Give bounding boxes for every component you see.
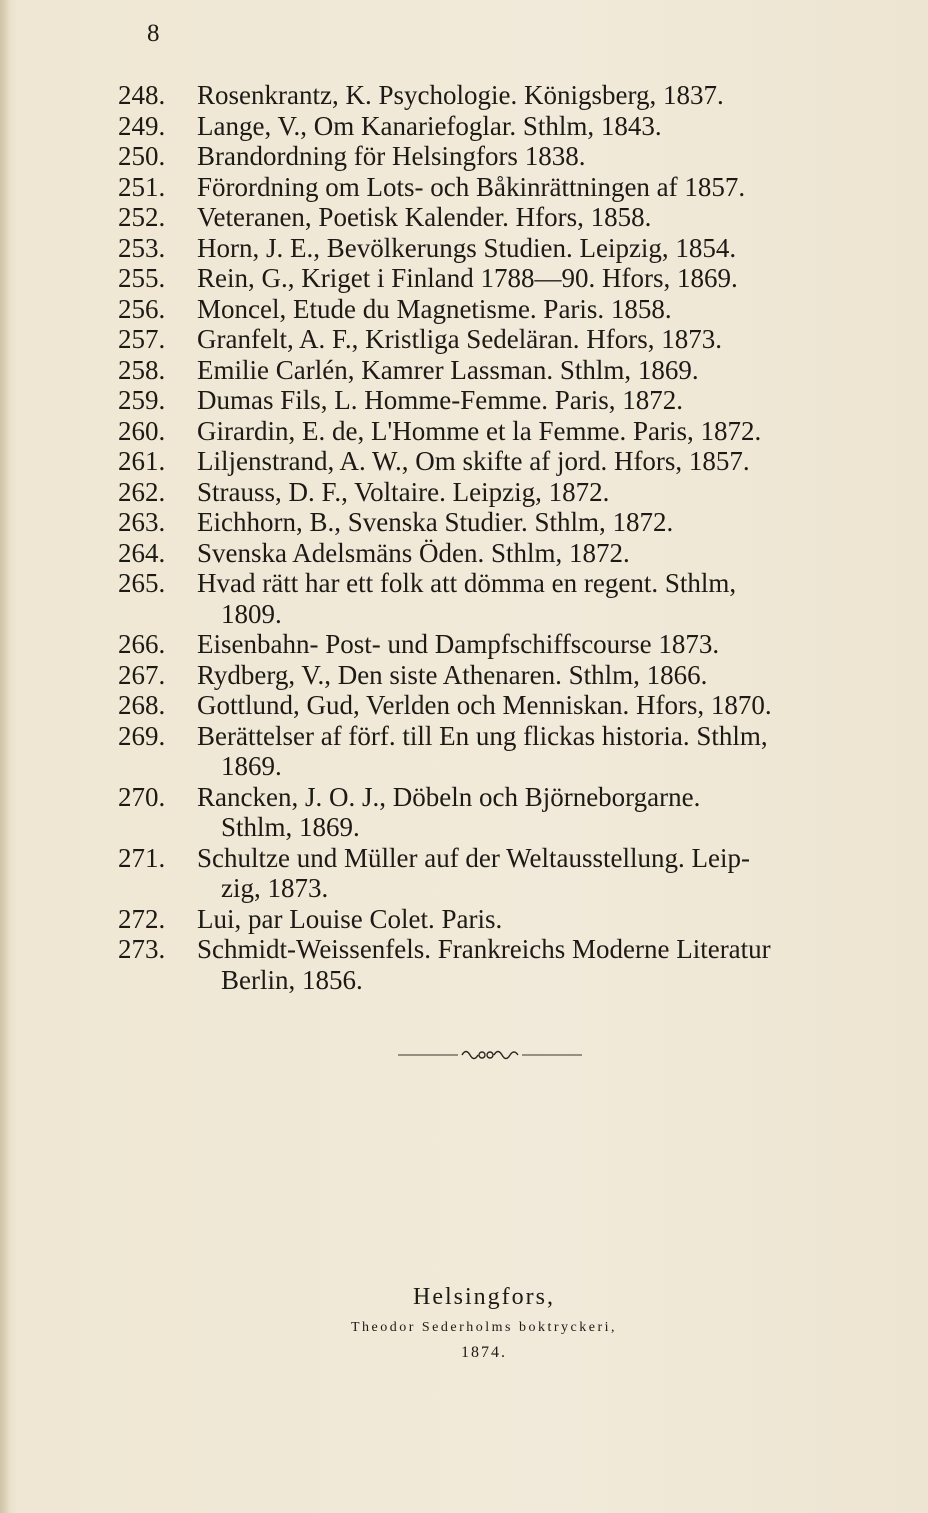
entry-text bbox=[197, 202, 863, 233]
entry-text bbox=[197, 507, 863, 538]
entry-title: Förordning om Lots- och Båkinrättningen af 1857. bbox=[197, 171, 746, 202]
entry-text bbox=[197, 934, 863, 995]
entry-number: 266. bbox=[118, 629, 166, 659]
entry-number: 250. bbox=[118, 141, 166, 171]
entry-number: 269. bbox=[118, 720, 166, 751]
entry-title: Liljenstrand, A. W., Om skifte af jord. Hfors, 1857. bbox=[197, 446, 750, 476]
entry-title: Rancken, J. O. J., Döbeln och Björneborgarne. bbox=[197, 781, 701, 812]
entry-number: 256. bbox=[118, 293, 166, 324]
entry-title: Lange, V., Om Kanariefoglar. Sthlm, 1843. bbox=[197, 110, 662, 141]
entry-number: 272. bbox=[118, 903, 166, 934]
entry-title: Horn, J. E., Bevölkerungs Studien. Leipzig, 1854. bbox=[197, 232, 737, 263]
catalogue-entry bbox=[0, 172, 928, 203]
catalogue-entry bbox=[0, 568, 928, 629]
entry-text bbox=[197, 141, 863, 172]
catalogue-entry bbox=[0, 629, 928, 660]
entry-text bbox=[197, 80, 863, 111]
catalogue-entry bbox=[0, 80, 928, 111]
catalogue-entry bbox=[0, 141, 928, 172]
entry-number: 248. bbox=[118, 80, 166, 110]
catalogue-entry bbox=[0, 843, 928, 904]
entry-text bbox=[197, 263, 863, 294]
entry-text bbox=[197, 385, 863, 416]
entry-text bbox=[197, 843, 863, 904]
entry-text bbox=[197, 111, 863, 142]
entry-text bbox=[197, 782, 863, 843]
entry-number: 263. bbox=[118, 507, 166, 537]
entry-title: Rydberg, V., Den siste Athenaren. Sthlm, 1866. bbox=[197, 659, 708, 690]
entry-number: 264. bbox=[118, 537, 166, 568]
entry-title: Svenska Adelsmäns Öden. Sthlm, 1872. bbox=[197, 537, 630, 568]
catalogue-entry bbox=[0, 294, 928, 325]
catalogue-entry bbox=[0, 721, 928, 782]
catalogue-entry bbox=[0, 934, 928, 995]
entry-text bbox=[197, 660, 863, 691]
catalogue-entries bbox=[0, 80, 928, 995]
catalogue-entry bbox=[0, 233, 928, 264]
entry-title: Rein, G., Kriget i Finland 1788—90. Hfors, 1869. bbox=[197, 263, 738, 293]
catalogue-entry bbox=[0, 690, 928, 721]
entry-number: 271. bbox=[118, 842, 166, 873]
entry-number: 273. bbox=[118, 934, 166, 964]
entry-title: Dumas Fils, L. Homme-Femme. Paris, 1872. bbox=[197, 385, 683, 415]
entry-continuation: zig, 1873. bbox=[221, 873, 329, 903]
entry-title: Girardin, E. de, L'Homme et la Femme. Paris, 1872. bbox=[197, 415, 762, 446]
entry-title: Schmidt-Weissenfels. Frankreichs Moderne Literatur bbox=[197, 934, 771, 964]
catalogue-entry bbox=[0, 111, 928, 142]
entry-text bbox=[197, 446, 863, 477]
imprint-printer: Theodor Sederholms boktryckeri, bbox=[350, 1320, 618, 1335]
catalogue-entry bbox=[0, 538, 928, 569]
entry-text bbox=[197, 172, 863, 203]
catalogue-entry bbox=[0, 904, 928, 935]
entry-number: 249. bbox=[118, 110, 166, 141]
catalogue-entry bbox=[0, 324, 928, 355]
entry-number: 252. bbox=[118, 202, 166, 232]
entry-title: Granfelt, A. F., Kristliga Sedeläran. Hfors, 1873. bbox=[197, 324, 722, 354]
entry-title: Moncel, Etude du Magnetisme. Paris. 1858. bbox=[197, 293, 672, 324]
entry-title: Eisenbahn- Post- und Dampfschiffscourse 1873. bbox=[197, 629, 720, 659]
entry-text bbox=[197, 568, 863, 629]
catalogue-entry bbox=[0, 202, 928, 233]
entry-text bbox=[197, 477, 863, 508]
catalogue-entry bbox=[0, 385, 928, 416]
catalogue-entry bbox=[0, 507, 928, 538]
entry-title: Lui, par Louise Colet. Paris. bbox=[197, 903, 503, 934]
entry-title: Gottlund, Gud, Verlden och Menniskan. Hfors, 1870. bbox=[197, 690, 772, 720]
entry-title: Berättelser af förf. till En ung flickas historia. Sthlm, bbox=[197, 720, 768, 751]
entry-number: 255. bbox=[118, 263, 166, 293]
entry-title: Strauss, D. F., Voltaire. Leipzig, 1872. bbox=[197, 476, 610, 507]
entry-number: 268. bbox=[118, 690, 166, 720]
entry-number: 261. bbox=[118, 446, 166, 476]
entry-continuation: 1809. bbox=[221, 598, 282, 629]
entry-text bbox=[197, 294, 863, 325]
entry-text bbox=[197, 721, 863, 782]
ornament-flourish-icon bbox=[462, 1052, 518, 1059]
catalogue-entry bbox=[0, 477, 928, 508]
entry-text bbox=[197, 355, 863, 386]
entry-title: Veteranen, Poetisk Kalender. Hfors, 1858. bbox=[197, 202, 652, 232]
ornament-divider bbox=[0, 1043, 928, 1067]
entry-text bbox=[197, 324, 863, 355]
entry-text bbox=[197, 416, 863, 447]
catalogue-entry bbox=[0, 660, 928, 691]
entry-title: Schultze und Müller auf der Weltausstellung. Leip- bbox=[197, 842, 750, 873]
imprint-year: 1874. bbox=[461, 1344, 507, 1361]
page-number: 8 bbox=[147, 20, 160, 47]
entry-title: Rosenkrantz, K. Psychologie. Königsberg, 1837. bbox=[197, 80, 724, 110]
entry-title: Hvad rätt har ett folk att dömma en regent. Sthlm, bbox=[197, 568, 737, 598]
entry-number: 258. bbox=[118, 354, 166, 385]
entry-number: 265. bbox=[118, 568, 166, 598]
entry-continuation: Sthlm, 1869. bbox=[221, 812, 360, 842]
entry-continuation: 1869. bbox=[221, 751, 282, 781]
catalogue-entry bbox=[0, 446, 928, 477]
catalogue-entry bbox=[0, 263, 928, 294]
entry-number: 259. bbox=[118, 385, 166, 415]
entry-continuation: Berlin, 1856. bbox=[221, 964, 363, 995]
entry-text bbox=[197, 233, 863, 264]
entry-number: 253. bbox=[118, 232, 166, 263]
entry-text bbox=[197, 538, 863, 569]
entry-title: Emilie Carlén, Kamrer Lassman. Sthlm, 1869. bbox=[197, 354, 699, 385]
catalogue-entry bbox=[0, 782, 928, 843]
entry-text bbox=[197, 629, 863, 660]
entry-number: 267. bbox=[118, 659, 166, 690]
entry-text bbox=[197, 904, 863, 935]
entry-number: 270. bbox=[118, 781, 166, 812]
entry-title: Brandordning för Helsingfors 1838. bbox=[197, 141, 586, 171]
entry-number: 260. bbox=[118, 415, 166, 446]
entry-number: 257. bbox=[118, 324, 166, 354]
catalogue-entry bbox=[0, 416, 928, 447]
imprint-place: Helsingfors, bbox=[413, 1284, 555, 1310]
entry-number: 251. bbox=[118, 171, 166, 202]
catalogue-entry bbox=[0, 355, 928, 386]
entry-title: Eichhorn, B., Svenska Studier. Sthlm, 1872. bbox=[197, 507, 674, 537]
entry-text bbox=[197, 690, 863, 721]
entry-number: 262. bbox=[118, 476, 166, 507]
